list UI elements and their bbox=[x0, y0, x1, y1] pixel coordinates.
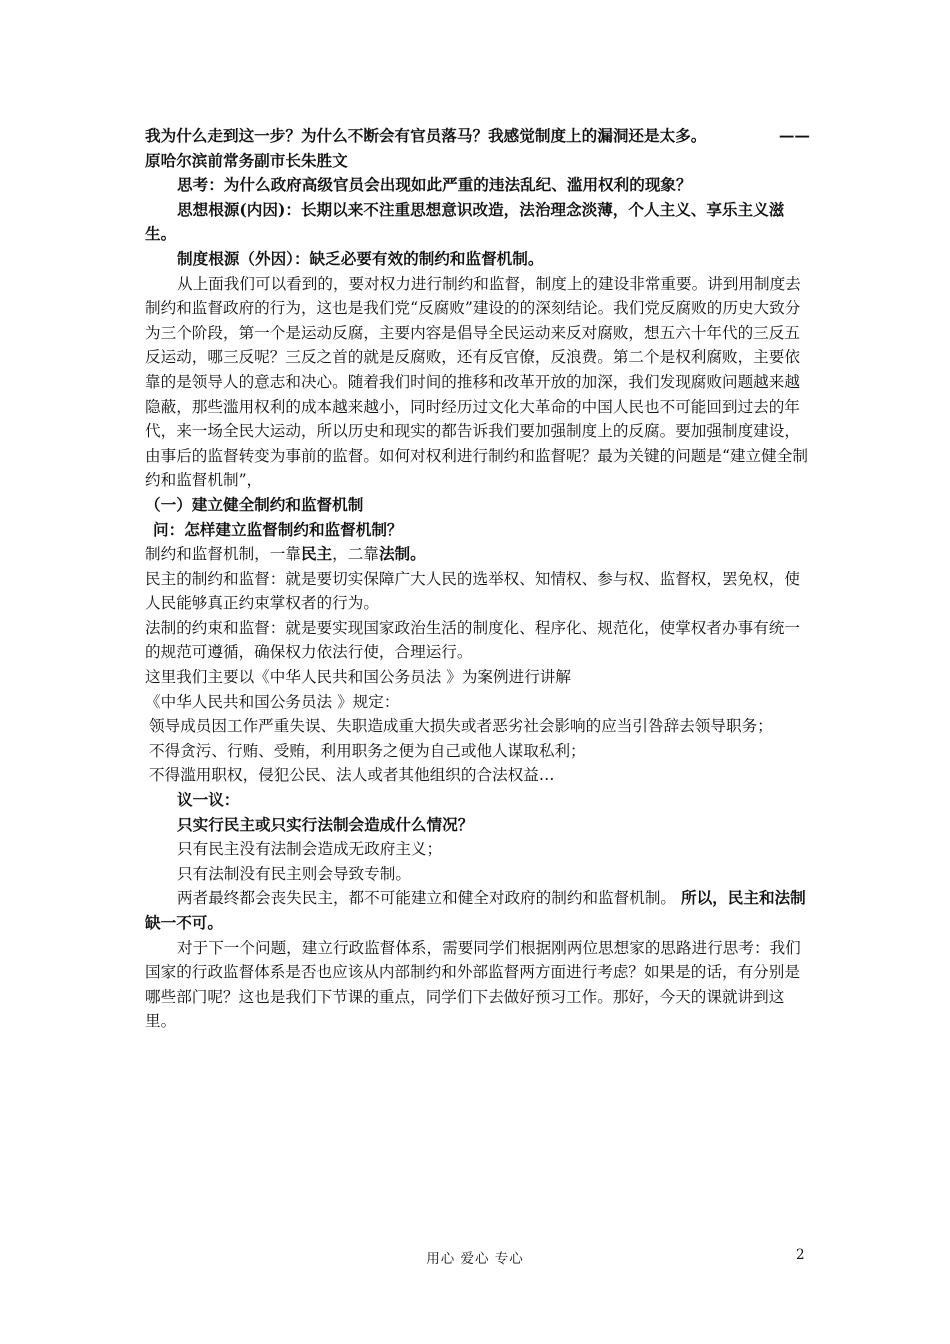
democracy-definition: 民主的制约和监督：就是要切实保障广大人民的选举权、知情权、参与权、监督权，罢免权，使人民能够真正约束掌权者的行为。 bbox=[145, 569, 800, 613]
law-provisions-title: 《中华人民共和国公务员法 》规定： bbox=[145, 692, 400, 711]
document-body bbox=[145, 124, 810, 1034]
institutional-root: 制度根源（外因）：缺乏必要有效的制约和监督机制。 bbox=[177, 248, 544, 268]
provision-item: 不得贪污、行贿、受贿，利用职务之便为自己或他人谋取私利； bbox=[149, 741, 586, 760]
provision-item: 不得滥用职权，侵犯公民、法人或者其他组织的合法权益… bbox=[149, 766, 555, 785]
mechanism-statement: 制约和监督机制，一靠民主，二靠法制。 bbox=[145, 544, 426, 564]
page-number: 2 bbox=[796, 1247, 805, 1263]
case-intro: 这里我们主要以《中华人民共和国公务员法 》为案例进行讲解 bbox=[145, 668, 571, 687]
ideological-root: 思想根源(内因)：长期以来不注重思想意识改造，法治理念淡薄，个人主义、享乐主义滋生。 bbox=[145, 199, 785, 244]
discussion-answer: 只有民主没有法制会造成无政府主义； bbox=[177, 840, 443, 859]
footer-slogan: 用心 爱心 专心 bbox=[426, 1251, 524, 1267]
conclusion-paragraph: 两者最终都会丧失民主，都不可能建立和健全对政府的制约和监督机制。 所以，民主和法制缺一不可。 bbox=[145, 888, 806, 932]
closing-paragraph: 对于下一个问题，建立行政监督体系，需要同学们根据刚两位思想家的思路进行思考：我们国家的行政监督体系是否也应该从内部制约和外部监督两方面进行考虑？如果是的话，有分别是哪些部门呢？这也是我们下节课的重点，同学们下去做好预习工作。那好，今天的课就讲到这里。 bbox=[145, 938, 801, 1031]
section-heading: （一）建立健全制约和监督机制 bbox=[145, 494, 364, 514]
discussion-question: 只实行民主或只实行法制会造成什么情况？ bbox=[177, 814, 474, 834]
legal-definition: 法制的约束和监督：就是要实现国家政治生活的制度化、程序化、规范化，使掌权者办事有统一的规范可遵循，确保权力依法行使，合理运行。 bbox=[145, 618, 800, 662]
provision-item: 领导成员因工作严重失误、失职造成重大损失或者恶劣社会影响的应当引咎辞去领导职务； bbox=[149, 717, 773, 736]
think-question: 思考：为什么政府高级官员会出现如此严重的违法乱纪、滥用权利的现象？ bbox=[177, 175, 692, 195]
discussion-label: 议一议： bbox=[177, 790, 240, 810]
main-paragraph: 从上面我们可以看到的，要对权力进行制约和监督，制度上的建设非常重要。讲到用制度去制约和监督政府的行为，这也是我们党“反腐败”建设的的深刻结论。我们党反腐败的历史大致分为三个阶段，第一个是运动反腐，主要内容是倡导全民运动来反对腐败，想五六十年代的三反五反运动，哪三反呢？三反之首的就是反腐败，还有反官僚，反浪费。第二个是权利腐败，主要依靠的是领导人的意志和决心。随着我们时间的推移和改革开放的加深，我们发现腐败问题越来越隐蔽，那些滥用权利的成本越来越小，同时经历过文化大革命的中国人民也不可能回到过去的年代，来一场全民大运动，所以历史和现实的都告诉我们要加强制度上的反腐。要加强制度建设，由事后的监督转变为事前的监督。如何对权利进行制约和监督呢？最为关键的问题是“建立健全制约和监督机制”， bbox=[145, 274, 808, 490]
question-mechanism: 问：怎样建立监督制约和监督机制？ bbox=[153, 519, 403, 539]
quote-line: 我为什么走到这一步？为什么不断会有官员落马？我感觉制度上的漏洞还是太多。 —— bbox=[145, 126, 810, 145]
discussion-answer: 只有法制没有民主则会导致专制。 bbox=[177, 864, 411, 883]
quote-attribution: 原哈尔滨前常务副市长朱胜文 bbox=[145, 150, 348, 170]
